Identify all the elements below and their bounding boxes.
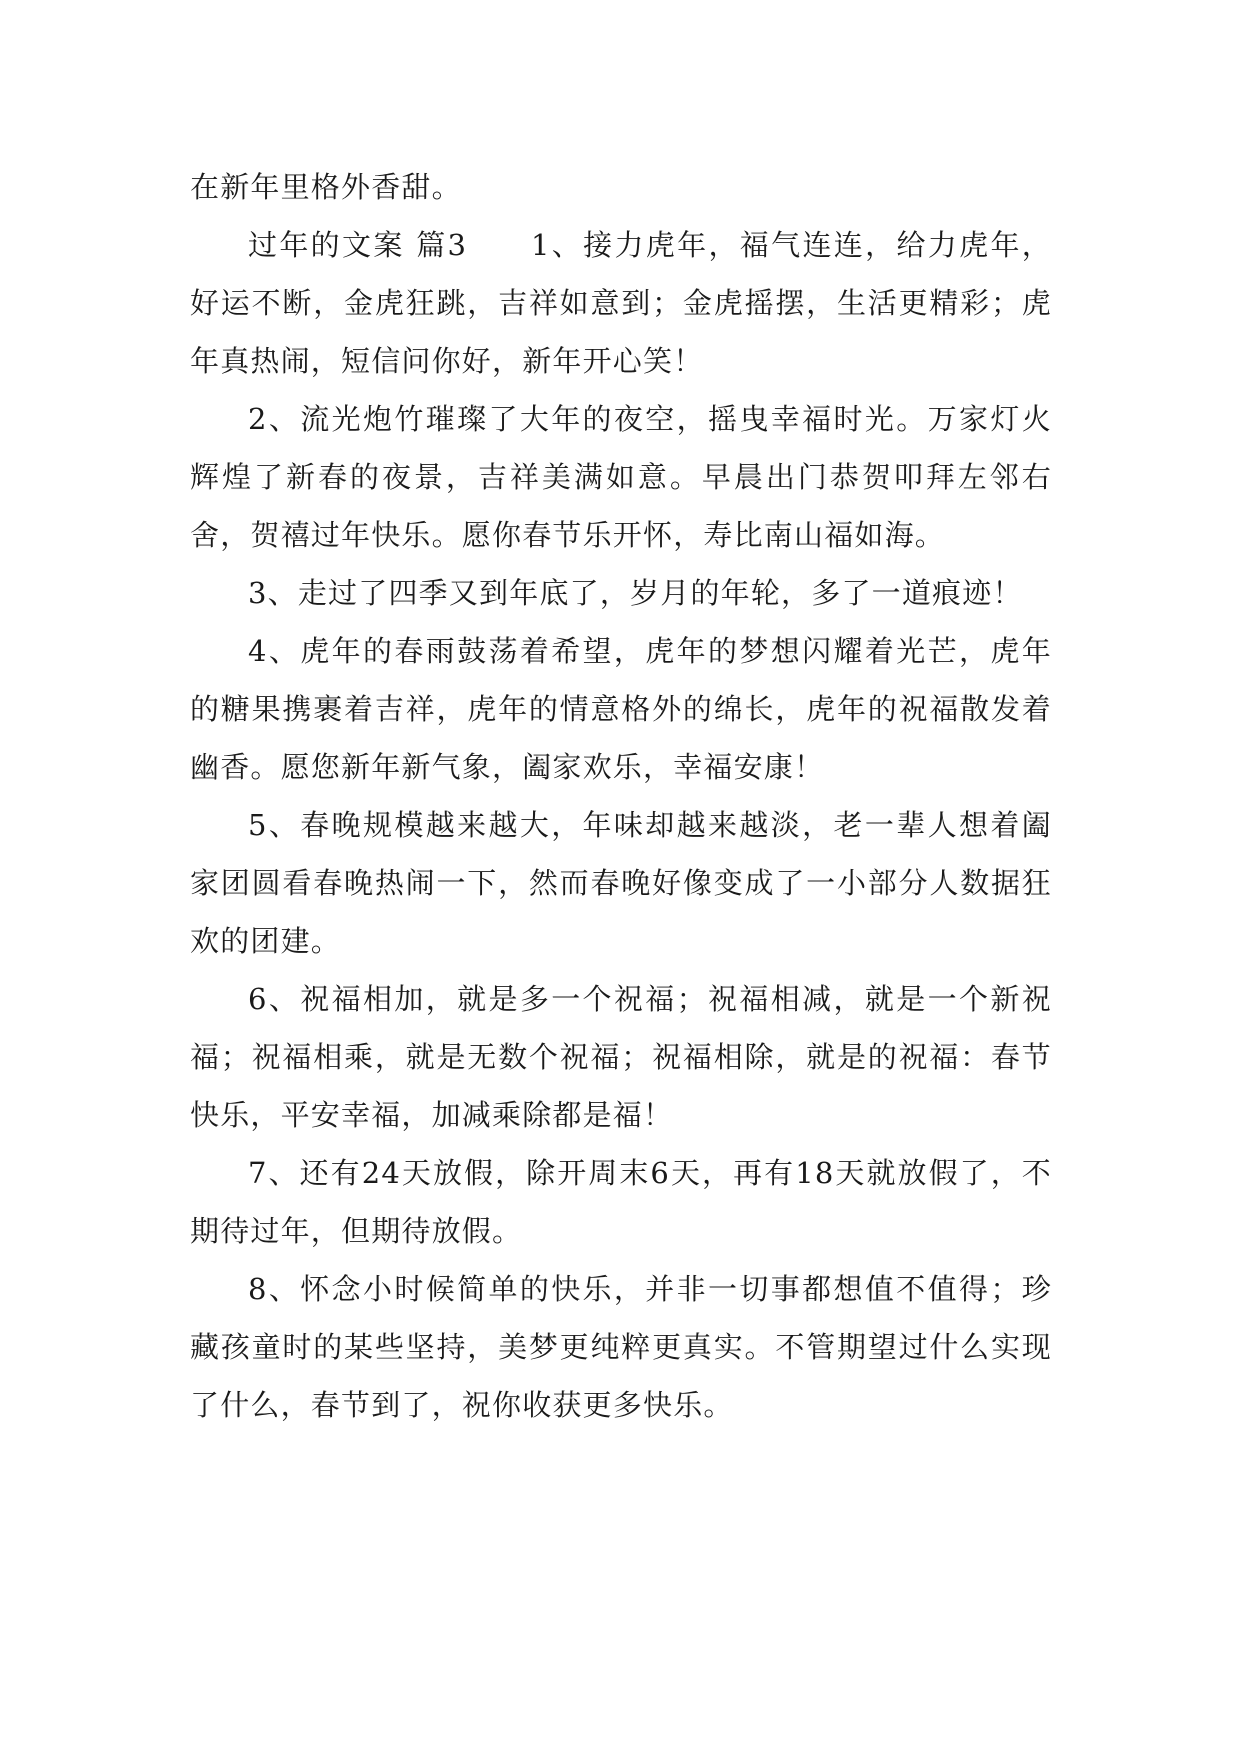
paragraph-item-7: 7、还有24天放假，除开周末6天，再有18天就放假了，不期待过年，但期待放假。 xyxy=(190,1156,1052,1248)
document-body xyxy=(190,158,1052,1434)
paragraph-section-3-item-1: 过年的文案 篇3 1、接力虎年，福气连连，给力虎年，好运不断，金虎狂跳，吉祥如意到；金虎摇摆，生活更精彩；虎年真热闹，短信问你好，新年开心笑！ xyxy=(190,228,1052,378)
paragraph-item-4: 4、虎年的春雨鼓荡着希望，虎年的梦想闪耀着光芒，虎年的糖果携裹着吉祥，虎年的情意格外的绵长，虎年的祝福散发着幽香。愿您新年新气象，阖家欢乐，幸福安康！ xyxy=(190,634,1052,784)
paragraph-continuation: 在新年里格外香甜。 xyxy=(190,170,462,204)
paragraph-item-5: 5、春晚规模越来越大，年味却越来越淡，老一辈人想着阖家团圆看春晚热闹一下，然而春晚好像变成了一小部分人数据狂欢的团建。 xyxy=(190,808,1052,958)
paragraph-item-6: 6、祝福相加，就是多一个祝福；祝福相减，就是一个新祝福；祝福相乘，就是无数个祝福；祝福相除，就是的祝福：春节快乐，平安幸福，加减乘除都是福！ xyxy=(190,982,1052,1132)
paragraph-item-2: 2、流光炮竹璀璨了大年的夜空，摇曳幸福时光。万家灯火辉煌了新春的夜景，吉祥美满如意。早晨出门恭贺叩拜左邻右舍，贺禧过年快乐。愿你春节乐开怀，寿比南山福如海。 xyxy=(190,402,1052,552)
paragraph-item-8: 8、怀念小时候简单的快乐，并非一切事都想值不值得；珍藏孩童时的某些坚持，美梦更纯粹更真实。不管期望过什么实现了什么，春节到了，祝你收获更多快乐。 xyxy=(190,1272,1052,1422)
paragraph-item-3: 3、走过了四季又到年底了，岁月的年轮，多了一道痕迹！ xyxy=(248,576,1023,610)
